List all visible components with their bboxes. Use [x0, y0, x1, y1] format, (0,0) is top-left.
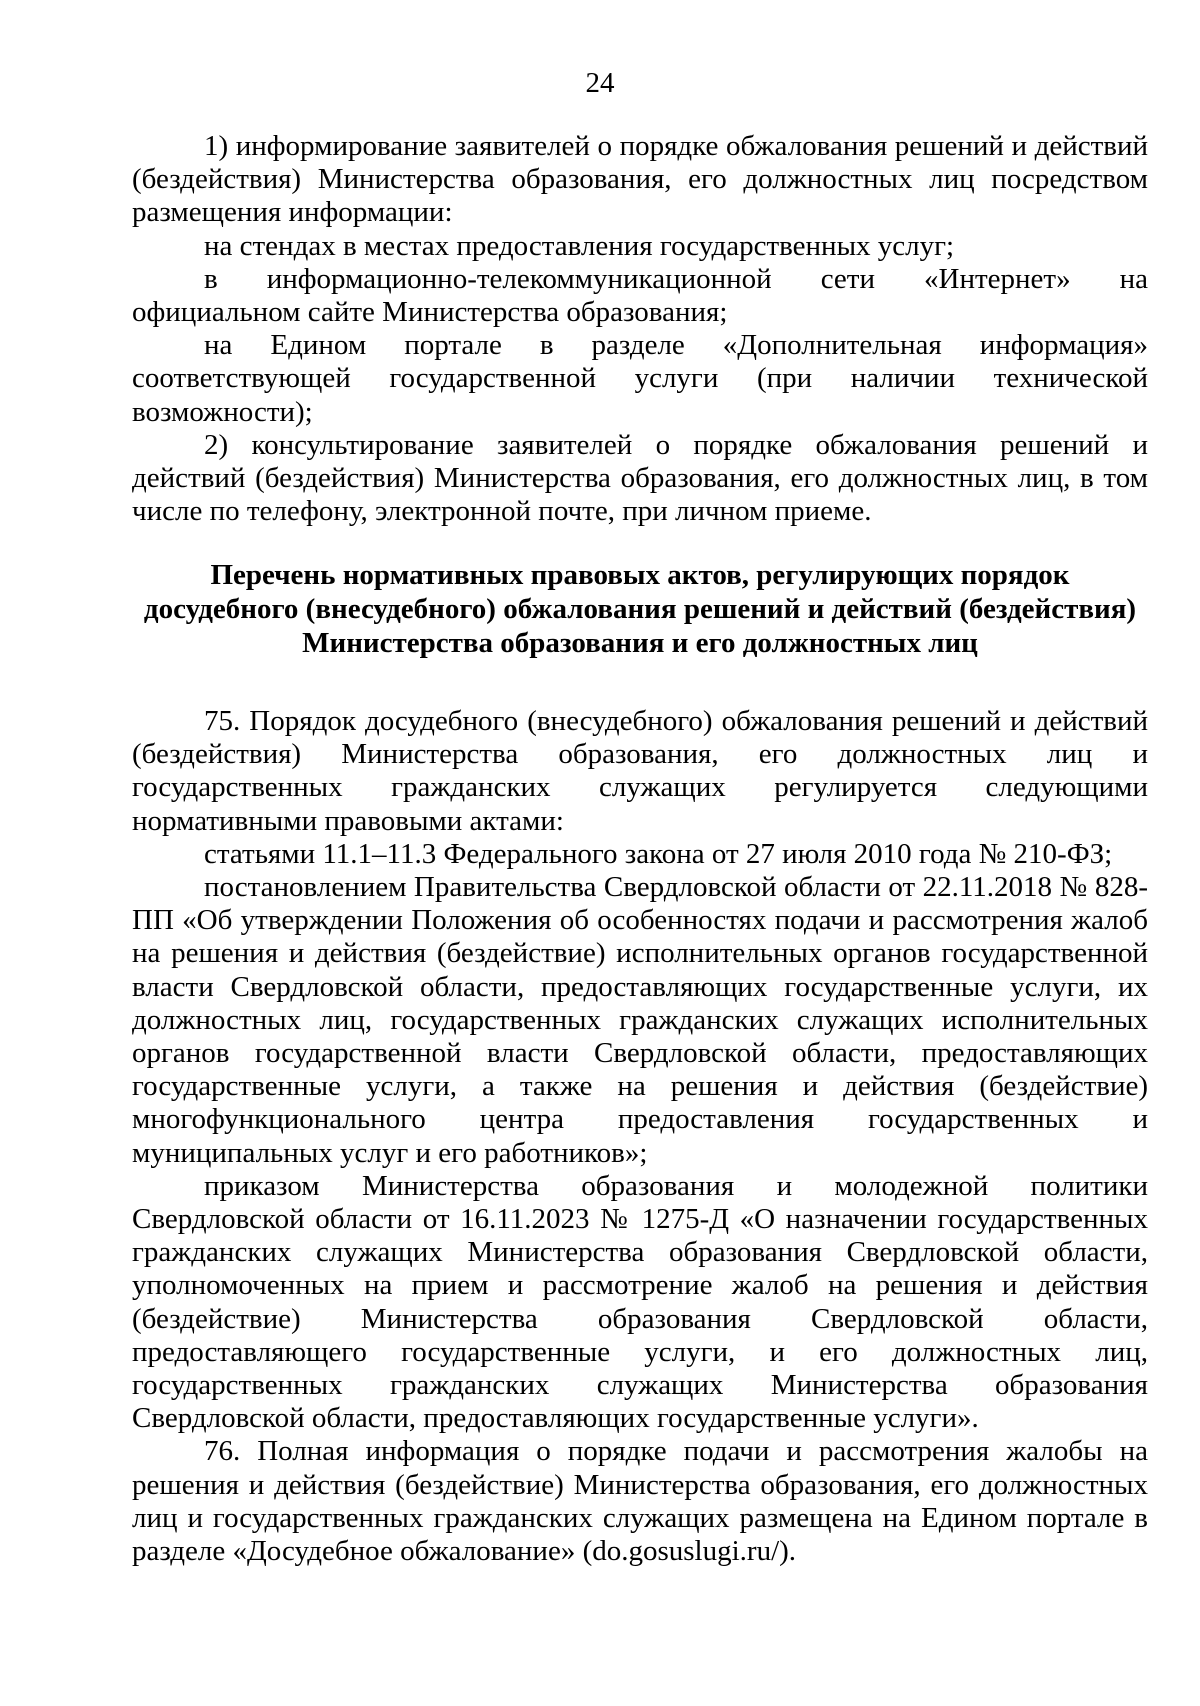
paragraph-stands: на стендах в местах предоставления государственных услуг;	[204, 229, 955, 262]
paragraph-75-procedure: 75. Порядок досудебного (внесудебного) обжалования решений и действий (бездействия) Министерства образования, его должностных лиц и государственных гражданских служащих регулируется следующими нормативными правовыми актами:	[132, 705, 1148, 837]
paragraph-item-2-consulting: 2) консультирование заявителей о порядке обжалования решений и действий (бездействия) Министерства образования, его должностных лиц, в том числе по телефону, электронной почте, при личном приеме.	[132, 428, 1148, 528]
paragraph-item-1-informing: 1) информирование заявителей о порядке обжалования решений и действий (бездействия) Министерства образования, его должностных лиц посредством размещения информации:	[132, 130, 1148, 229]
paragraph-internet-site: в информационно-телекоммуникационной сети «Интернет» на официальном сайте Министерства образования;	[132, 262, 1148, 329]
paragraph-federal-law: статьями 11.1–11.3 Федерального закона от 27 июля 2010 года № 210-ФЗ;	[204, 837, 1113, 870]
paragraph-unified-portal: на Едином портале в разделе «Дополнительная информация» соответствующей государственной услуги (при наличии технической возможности);	[132, 329, 1148, 428]
section-heading: Перечень нормативных правовых актов, регулирующих порядок досудебного (внесудебного) обжалования решений и действий (бездействия) Министерства образования и его должностных лиц	[143, 559, 1137, 659]
top-text-block	[132, 130, 1148, 528]
paragraph-government-resolution: постановлением Правительства Свердловской области от 22.11.2018 № 828-ПП «Об утверждении Положения об особенностях подачи и рассмотрения жалоб на решения и действия (бездействие) исполнительных органов государственной власти Свердловской области, предоставляющих государственные услуги, их должностных лиц, государственных гражданских служащих исполнительных органов государственной власти Свердловской области, предоставляющих государственные услуги, а также на решения и действия (бездействие) многофункционального центра предоставления государственных и муниципальных услуг и его работников»;	[132, 871, 1148, 1169]
bottom-text-block	[132, 705, 1148, 1568]
paragraph-ministry-order: приказом Министерства образования и молодежной политики Свердловской области от 16.11.2023 № 1275-Д «О назначении государственных гражданских служащих Министерства образования Свердловской области, уполномоченных на прием и рассмотрение жалоб на решения и действия (бездействие) Министерства образования Свердловской области, предоставляющего государственные услуги, и его должностных лиц, государственных гражданских служащих Министерства образования Свердловской области, предоставляющих государственные услуги».	[132, 1169, 1148, 1435]
paragraph-76-full-information: 76. Полная информация о порядке подачи и рассмотрения жалобы на решения и действия (бездействие) Министерства образования, его должностных лиц и государственных гражданских служащих размещена на Едином портале в разделе «Досудебное обжалование» (do.gosuslugi.ru/).	[132, 1435, 1148, 1568]
page-number: 24	[585, 67, 615, 99]
